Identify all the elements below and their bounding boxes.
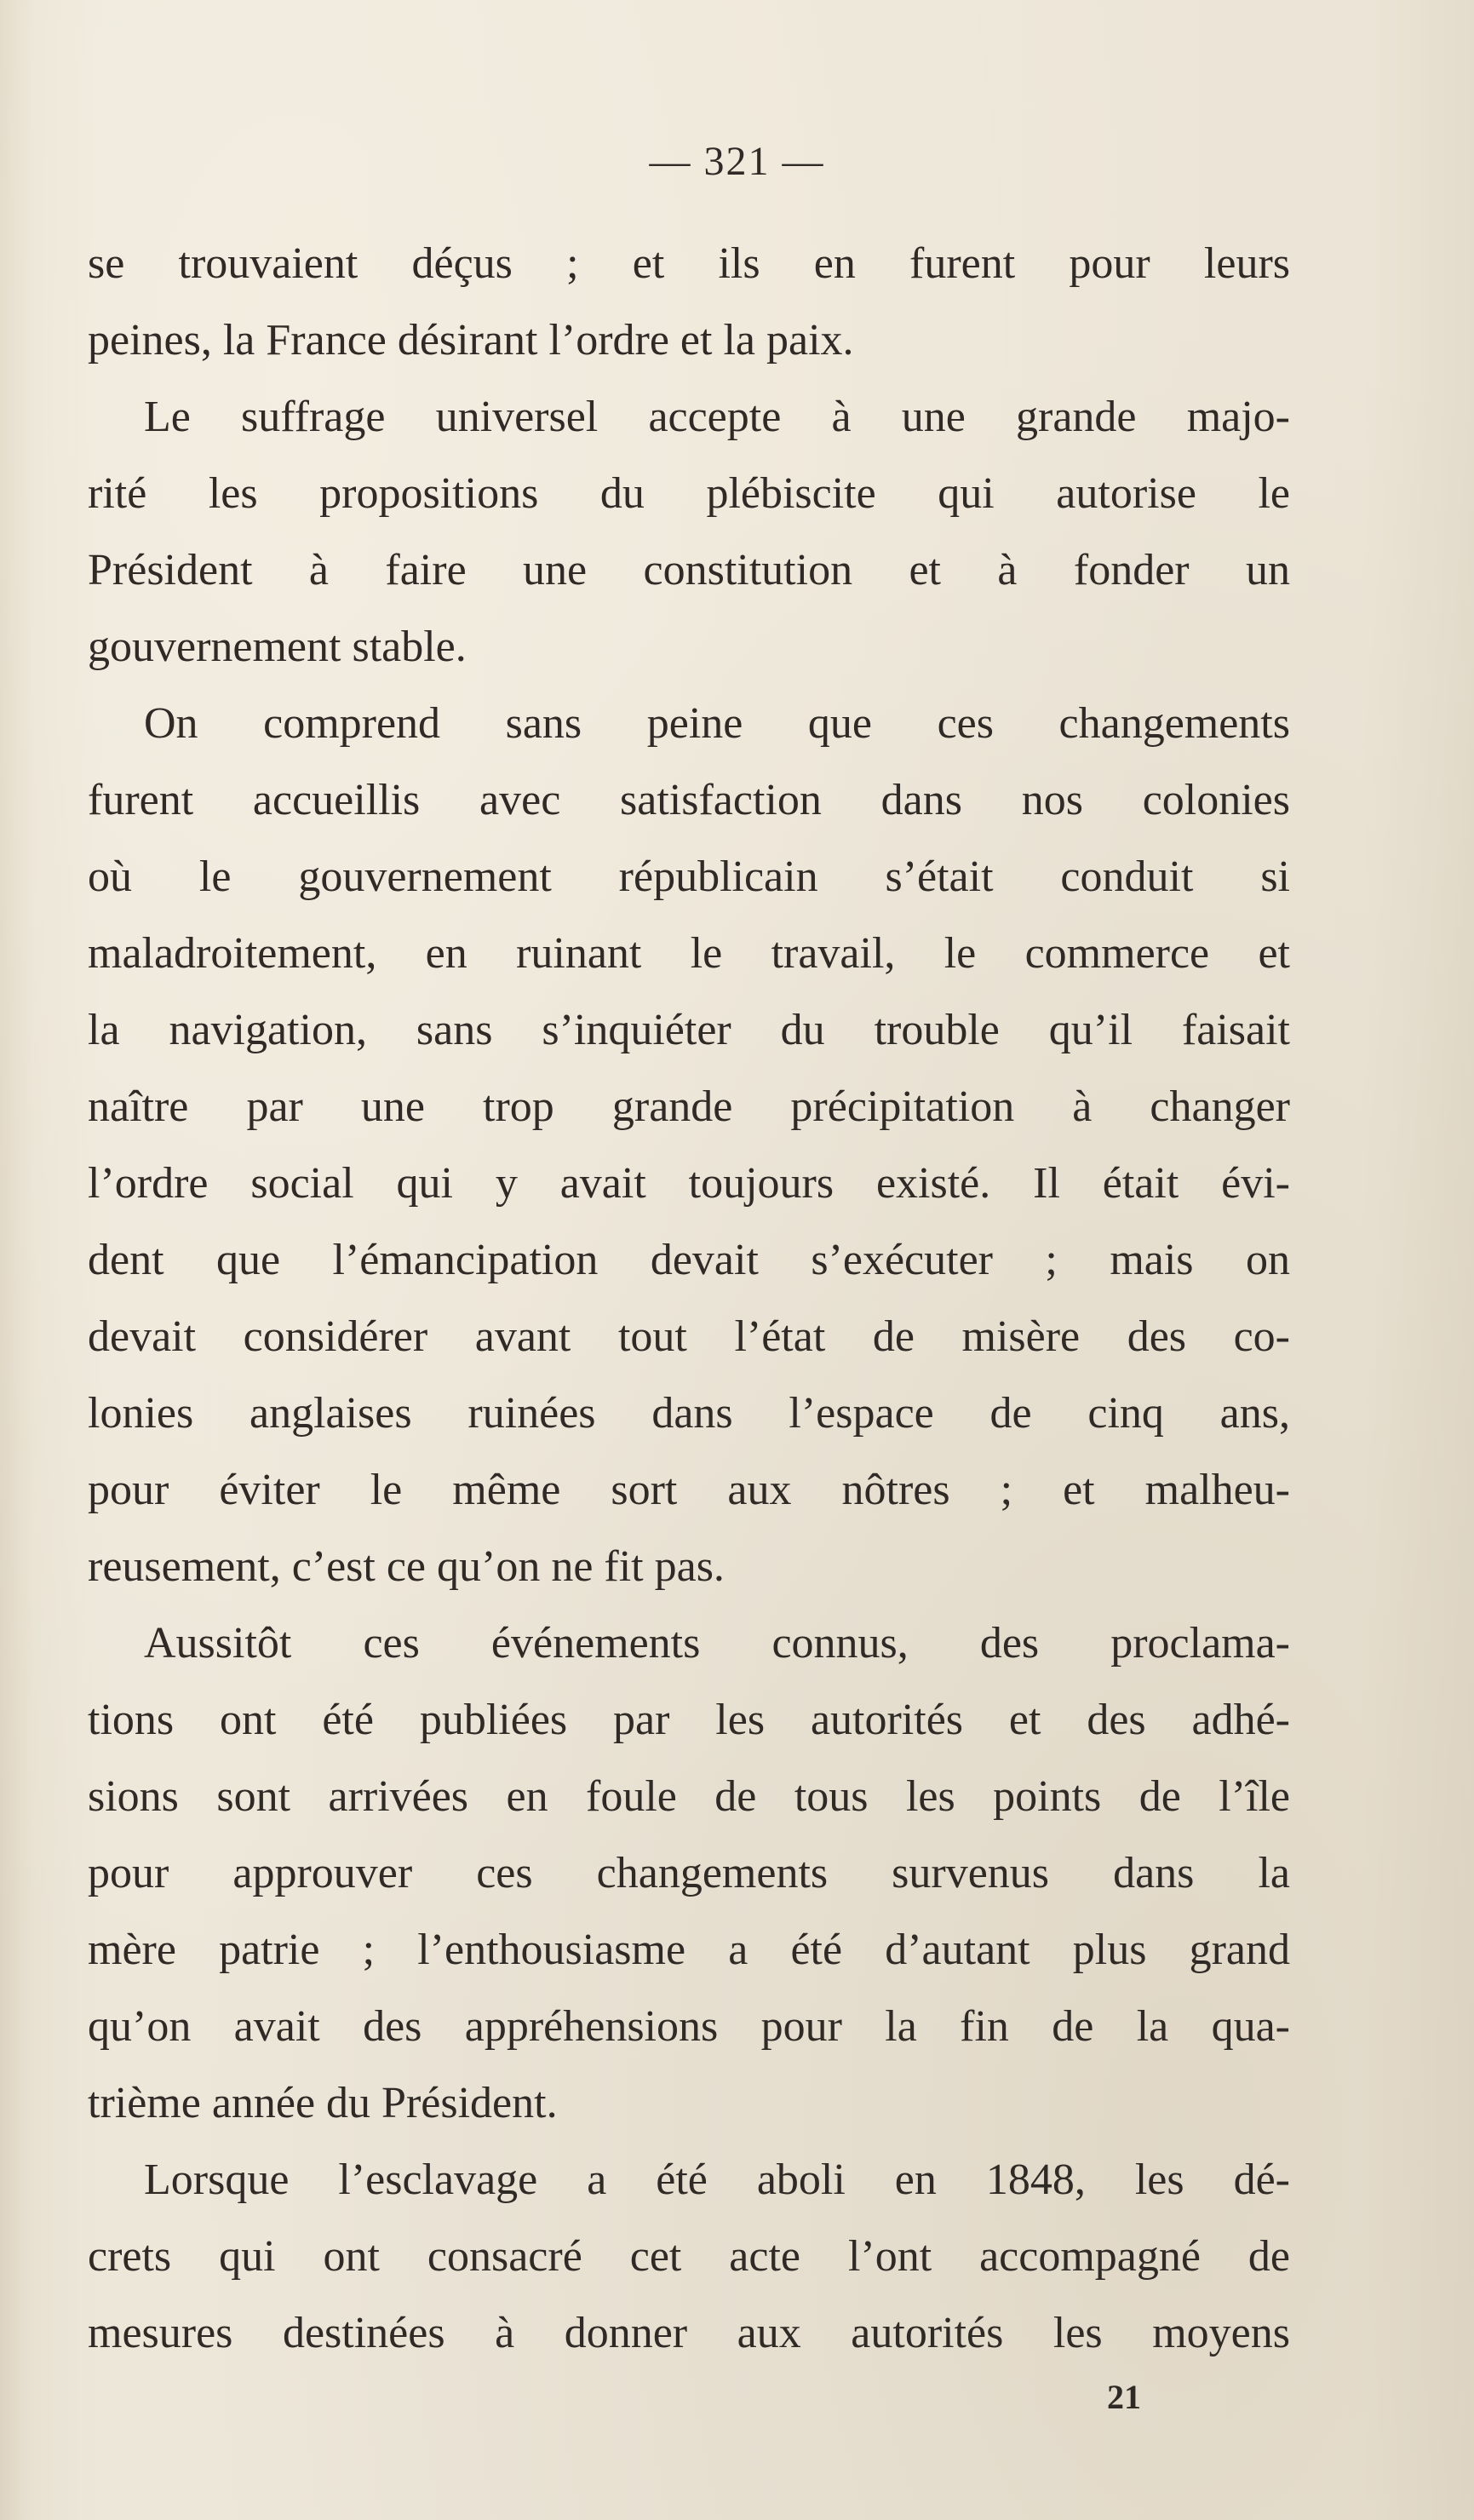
text-line: rité les propositions du plébiscite qui autorise le [88,469,1290,518]
text-line: l’ordre social qui y avait toujours existé. Il était évi- [88,1159,1290,1208]
text-line: mère patrie ; l’enthousiasme a été d’autant plus grand [88,1926,1290,1974]
text-line: naître par une trop grande précipitation à changer [88,1082,1290,1131]
signature-mark: 21 [1107,2378,1141,2416]
text-line: Le suffrage universel accepte à une grande majo- [144,393,1290,441]
text-line: la navigation, sans s’inquiéter du trouble qu’il faisait [88,1006,1290,1054]
text-line: Aussitôt ces événements connus, des proclama- [144,1619,1290,1668]
text-line: furent accueillis avec satisfaction dans nos colonies [88,776,1290,824]
text-line: tions ont été publiées par les autorités et des adhé- [88,1696,1290,1744]
text-line: reusement, c’est ce qu’on ne fit pas. [88,1542,725,1591]
text-line: trième année du Président. [88,2079,558,2127]
text-line: se trouvaient déçus ; et ils en furent pour leurs [88,239,1290,288]
text-line: mesures destinées à donner aux autorités les moyens [88,2309,1290,2357]
text-line: dent que l’émancipation devait s’exécuter ; mais on [88,1236,1290,1284]
text-line: pour approuver ces changements survenus dans la [88,1849,1290,1897]
text-line: pour éviter le même sort aux nôtres ; et malheu- [88,1466,1290,1514]
text-line: peines, la France désirant l’ordre et la paix. [88,316,854,365]
text-line: sions sont arrivées en foule de tous les points de l’île [88,1772,1290,1821]
page-number: — 321 — [649,139,825,184]
text-line: maladroitement, en ruinant le travail, le commerce et [88,929,1290,978]
text-line: Président à faire une constitution et à fonder un [88,546,1290,594]
text-line: où le gouvernement républicain s’était conduit si [88,852,1290,901]
text-line: qu’on avait des appréhensions pour la fin de la qua- [88,2002,1290,2051]
text-line: devait considérer avant tout l’état de misère des co- [88,1312,1290,1361]
text-line: crets qui ont consacré cet acte l’ont accompagné de [88,2232,1290,2281]
text-line: On comprend sans peine que ces changements [144,699,1290,748]
text-line: lonies anglaises ruinées dans l’espace de cinq ans, [88,1389,1290,1438]
text-line: gouvernement stable. [88,623,467,671]
text-line: Lorsque l’esclavage a été aboli en 1848, les dé- [144,2155,1290,2204]
body-text [88,226,1290,2372]
